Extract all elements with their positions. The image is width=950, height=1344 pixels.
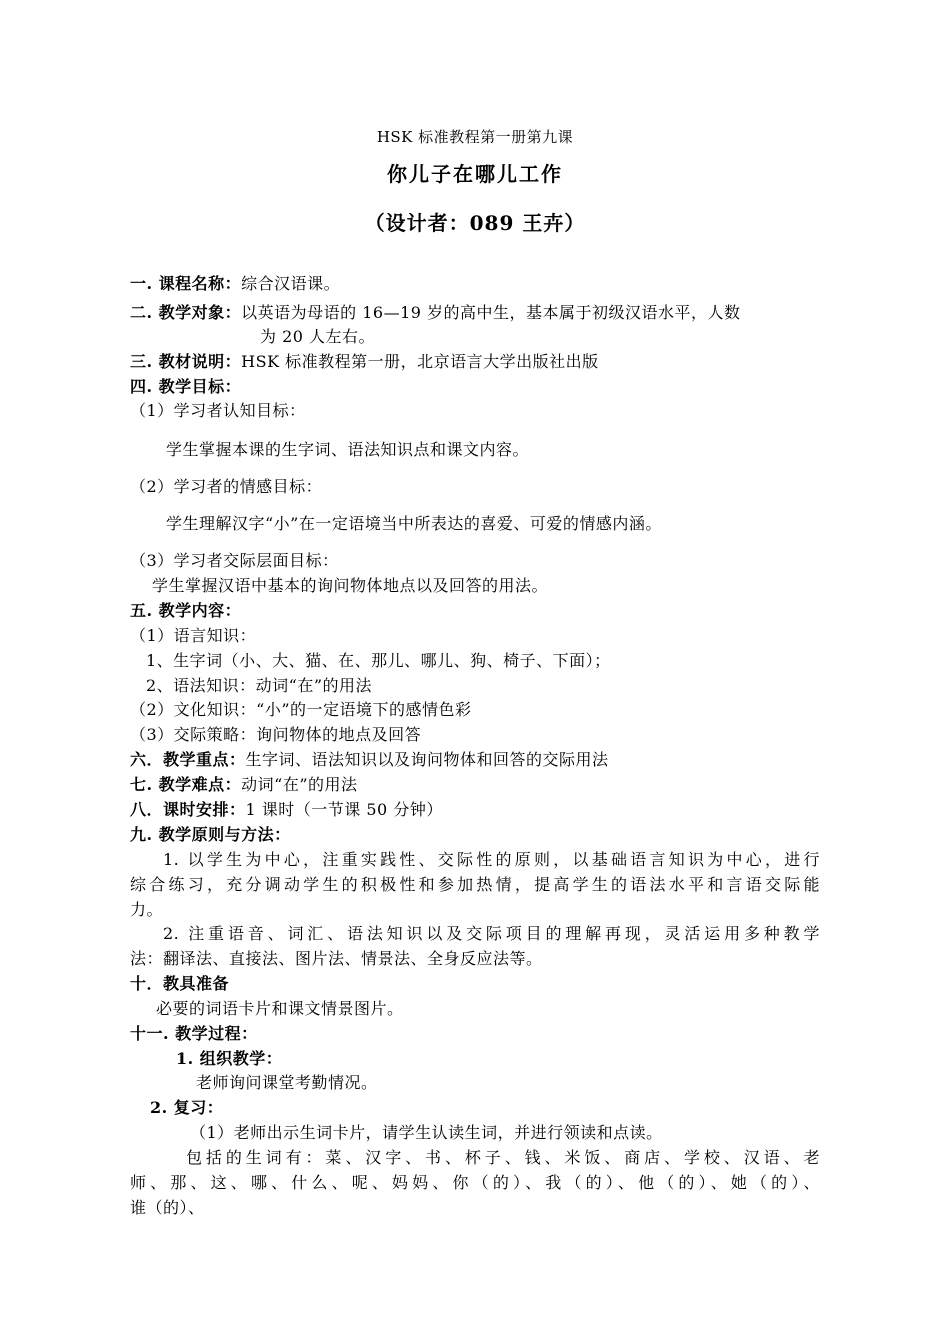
- section-label: 一. 课程名称：: [130, 274, 242, 293]
- step-organize-label: 1. 组织教学：: [176, 1049, 283, 1068]
- principle-1-line3: 力。: [130, 900, 164, 919]
- section-text-continued: 为 20 人左右。: [260, 327, 376, 346]
- goal-communicative-text: 学生掌握汉语中基本的询问物体地点以及回答的用法。: [152, 576, 549, 595]
- section-materials-label: 十．教具准备: [130, 974, 230, 993]
- section-text: 生字词、语法知识以及询问物体和回答的交际用法: [245, 750, 609, 769]
- section-process-label: 十一. 教学过程：: [130, 1024, 258, 1043]
- section-textbook: [130, 352, 599, 372]
- step-review-b-line1: 包括的生词有：菜、汉字、书、杯子、钱、米饭、商店、学校、汉语、老: [186, 1148, 820, 1167]
- section-schedule: [130, 800, 443, 820]
- section-difficulties: [130, 775, 358, 795]
- goal-cognitive-text: 学生掌握本课的生字词、语法知识点和课文内容。: [166, 440, 530, 459]
- section-course-name: [130, 274, 340, 294]
- course-heading: HSK 标准教程第一册第九课: [376, 128, 574, 146]
- content-strategy: （3）交际策略：询问物体的地点及回答: [130, 725, 422, 744]
- section-text: 综合汉语课。: [241, 274, 341, 293]
- section-text: 动词“在”的用法: [241, 775, 358, 794]
- goal-emotional-text: 学生理解汉字“小”在一定语境当中所表达的喜爱、可爱的情感内涵。: [166, 514, 662, 533]
- content-culture: （2）文化知识：“小”的一定语境下的感情色彩: [130, 700, 472, 719]
- principle-1-line1: 1. 以学生为中心，注重实践性、交际性的原则，以基础语言知识为中心，进行: [163, 850, 820, 869]
- section-label: 二. 教学对象：: [130, 303, 242, 322]
- lesson-title: 你儿子在哪儿工作: [387, 162, 563, 186]
- step-organize-text: 老师询问课堂考勤情况。: [196, 1073, 378, 1092]
- designer-line: （设计者：089 王卉）: [364, 211, 586, 235]
- section-label: 七. 教学难点：: [130, 775, 242, 794]
- principle-1-line2: 综合练习，充分调动学生的积极性和参加热情，提高学生的语法水平和言语交际能: [130, 875, 820, 894]
- content-vocab: 1、生字词（小、大、猫、在、那儿、哪儿、狗、椅子、下面）；: [146, 651, 611, 670]
- content-language: （1）语言知识：: [130, 626, 257, 645]
- goal-emotional: （2）学习者的情感目标：: [130, 477, 323, 496]
- section-label: 三. 教材说明：: [130, 352, 242, 371]
- step-review-b-line2: 师、那、这、哪、什么、呢、妈妈、你（的）、我（的）、他（的）、她（的）、: [130, 1173, 820, 1192]
- step-review-b-line3: 谁（的）、: [130, 1198, 205, 1217]
- section-text: HSK 标准教程第一册，北京语言大学出版社出版: [241, 352, 599, 371]
- section-label: 六．教学重点：: [130, 750, 246, 769]
- section-label: 八．课时安排：: [130, 800, 246, 819]
- principle-2-line1: 2. 注重语音、词汇、语法知识以及交际项目的理解再现，灵活运用多种教学: [163, 924, 820, 943]
- section-goals-label: 四. 教学目标：: [130, 377, 242, 396]
- step-review-a: （1）老师出示生词卡片，请学生认读生词，并进行领读和点读。: [190, 1123, 663, 1142]
- section-text: 1 课时（一节课 50 分钟）: [245, 800, 443, 819]
- goal-cognitive: （1）学习者认知目标：: [130, 401, 306, 420]
- section-key-points: [130, 750, 609, 770]
- content-grammar: 2、语法知识：动词“在”的用法: [146, 676, 373, 695]
- section-target-students: [130, 303, 741, 323]
- materials-text: 必要的词语卡片和课文情景图片。: [156, 999, 404, 1018]
- goal-communicative: （3）学习者交际层面目标：: [130, 551, 339, 570]
- principle-2-line2: 法：翻译法、直接法、图片法、情景法、全身反应法等。: [130, 949, 543, 968]
- section-principles-label: 九. 教学原则与方法：: [130, 825, 291, 844]
- section-text: 以英语为母语的 16—19 岁的高中生，基本属于初级汉语水平，人数: [241, 303, 741, 322]
- step-review-label: 2. 复习：: [150, 1098, 224, 1117]
- section-content-label: 五. 教学内容：: [130, 601, 242, 620]
